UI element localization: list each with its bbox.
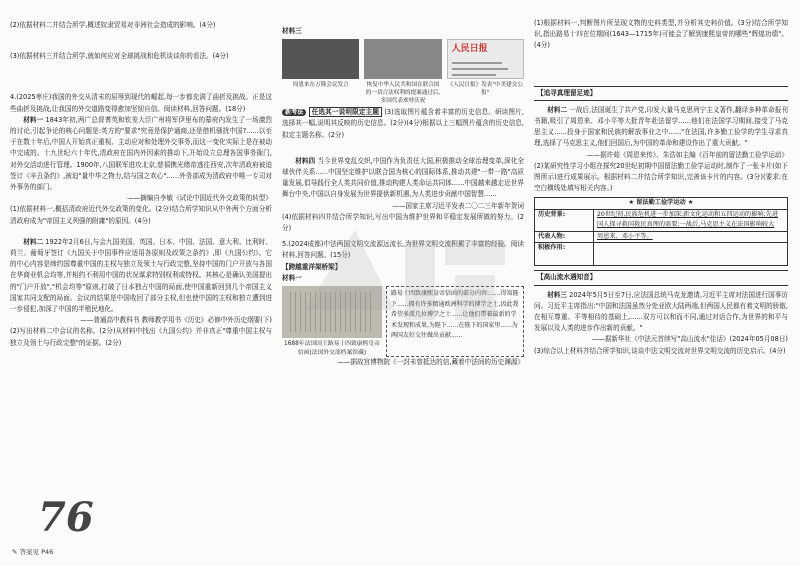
- image-zhou-enlai: [282, 39, 359, 105]
- image-caption: 恢复中华人民共和国在联合国的一切合法权利的提案通过后,多国代表欢呼庆祝: [365, 82, 441, 105]
- question-5-intro: 5.(2024成都)中法两国文明交流源远流长,为世界文明交流积累了丰富的经验。阅读材料,回答问题。(15分): [282, 240, 524, 260]
- question-3-2: (2)依据材料二并结合所学,概述奴隶贸易对非洲社会造成的影响。(4分): [10, 21, 216, 29]
- page-number: 76: [38, 494, 94, 541]
- card-row-effect: 积极作用:: [535, 243, 787, 265]
- material-1-text: 材料一 1843年初,两广总督耆英和钦差大臣广州将军伊里布的幕府内发生了一场激烈的讨论,引起争论的核心问题是:英方的"要求"究竟是保护通商,还是借机骚扰中国?......以至于在数十年后,中国人开始真正重视、主动应对和处理外交事务,而这一变化实际上是在被动中完成的。十九世纪六十年代,清政府在国内外因素的推动下,开始设立总理各国事务衙门,对外交活动进行管理。1900年,八国联军进攻北京,慈禧携光绪帝逃往西安,次年清政府被迫签订《辛丑条约》,被迫"量中华之物力,结与国之欢心"......外务部成为清政府中唯一专司对外事务的部门。: [10, 115, 272, 192]
- letter-excerpt: 路易十四致康熙皇帝信函的部分内容:......得知陛下......拥有许多精通欧洲科学的博学之士,因此我希望多派几位博学之士......让他们带着最新的学术发现和成果,为陛下......在陛下的国家里......为两国友好交往做出贡献......: [386, 286, 524, 357]
- middle-column: [282, 0, 524, 566]
- card-row-people: 代表人物: 周恩来、邓小平等。: [535, 232, 787, 244]
- question-4-3: 新考法 任选其一说明限定主题 (3)选取图片蕴含着丰富的历史信息。研读图片,选择其一幅,说明其反映的历史信息。(2分)(4分)根据以上三幅图片蕴含的历史信息,拟定主题名称。(2分): [282, 108, 524, 139]
- material-2-source-q5: ——据许茹《周恩来传》、朱浩如主编《百年前的留法勤工俭学运动》: [586, 150, 788, 159]
- material-2-head-q5: 材料二: [547, 105, 568, 114]
- material-2-text: 材料二 1922年2月6日,与会九国美国、英国、日本、中国、法国、意大利、比利时、荷兰、葡萄牙签订《九国关于中国事件应适用各原则及政策之条约》,即《九国公约》。它的中心内容是缔约国尊重中国的主权与独立及领土与行政完整,坚持中国的门户开放与各国在华商业机会均等,并相约不利用中国的状况谋求特别权利或特权。其核心是确认美国提出的"门户开放","机会均等"原则,打破了日本独占中国的局面,使中国重新回到几个帝国主义国家共同支配的局面。会议的结果是中国收回了部分主权,但也使中国的主权和独立遭到进一步侵犯,加深了中国的半殖民地化。: [10, 237, 272, 314]
- question-4-2: (2)写出材料二中会议的名称。(2分)从材料中找出《九国公约》并非真正"尊重中国主权与独立及领土与行政完整"的证据。(2分): [10, 327, 272, 347]
- answer-icon: ✎: [12, 548, 18, 556]
- photo-un-image: [364, 39, 441, 79]
- material-1-source: ——摘编自李敏《试论中国近代外交政策的转型》: [126, 194, 272, 203]
- newspaper-image: [447, 39, 524, 79]
- letter-image: [282, 286, 382, 338]
- material-3-text-q5: 材料三 2024年5月5日至7日,应法国总统马克龙邀请,习近平主席对法国进行国事访问。习近平主席指出:"中国和法国虽然分处亚欧大陆两端,但两国人民都有着文明的骄傲,在相互尊重、平等相待的基础上,......双方可以和而不同,通过对话合作,为世界的和平与发展以及人类的进步作出新的贡献。": [534, 290, 788, 333]
- card-answer-field[interactable]: 20世纪初,民族危机进一步加深;新文化运动和五四运动的影响;先进国人探寻救国救民真理的需要;一战后,马克思主义在法国影响较大: [597, 210, 779, 229]
- image-peoples-daily: [447, 39, 524, 105]
- section-title-friendship: 【高山流水遇知音】: [534, 270, 788, 285]
- summary-card: [534, 197, 788, 266]
- section-tag: 【跨越重洋架桥梁】: [282, 262, 342, 271]
- material-2-source: ——普通高中教科书 教师教学用书《历史》必修中外历史纲要(下): [80, 316, 272, 325]
- new-method-tag: 新考法: [282, 109, 306, 116]
- card-answer-field[interactable]: [594, 243, 787, 265]
- image-caption: 《人民日报》发表"中美建交公报": [447, 82, 523, 97]
- material-3-head: 材料三: [282, 27, 302, 35]
- material-4-source: ——国家主席习近平发表二〇二三年新年贺词: [392, 201, 524, 210]
- card-answer-field[interactable]: 周恩来、邓小平等。: [597, 232, 653, 240]
- letter-figure: [282, 286, 382, 357]
- left-column: [10, 0, 272, 566]
- material-4-text: 材料四 当今世界变乱交织,中国作为负责任大国,积极推动全球治理变革,深化全球伙伴关系......中国坚定维护以联合国为核心的国际体系,推动共建"一带一路"高质量发展,倡导践行全人类共同价值,推动构建人类命运共同体......中国越来越走近世界舞台中央,中国以自身发展为世界提供新机遇,为人类进步贡献中国智慧......: [282, 156, 524, 199]
- letter-block: [282, 286, 524, 357]
- newspaper-logo: 人民日报: [451, 44, 488, 55]
- answer-reference: ✎ 答案见 P46: [12, 548, 54, 556]
- star-icon: ★: [628, 199, 635, 207]
- star-icon: ★: [687, 199, 694, 207]
- material-1-head: 材料一: [23, 115, 44, 124]
- image-caption: 周恩来在万隆会议发言: [292, 82, 349, 89]
- card-title: ★ 留法勤工俭学运动 ★: [535, 198, 787, 210]
- question-4-intro: 4.(2025枣庄)我国的外交从清末的屈辱到现代的崛起,每一步都充满了曲折及挑战。正是这些曲折及挑战,让我国的外交道路变得愈加坚韧自信。阅读材料,回答问题。(18分): [10, 93, 272, 113]
- material-4-head: 材料四: [295, 156, 316, 165]
- section-title-truth: 【追寻真理留足迹】: [534, 86, 788, 101]
- right-column: [534, 0, 788, 566]
- theme-tag: 任选其一说明限定主题: [309, 107, 382, 117]
- letter-caption: 1688年法国国王路易十四致康熙皇帝信函(法国外交部档案馆藏): [284, 341, 380, 356]
- material-3-images: [282, 39, 524, 105]
- letter-source: ——据故宫博物院《一封未曾抵达的信,藏着中法间的历史渊源》: [337, 358, 524, 367]
- image-un-seat: [364, 39, 441, 105]
- question-5-3: (3)综合以上材料并结合所学知识,谈谈中法文明交流对世界文明交流的历史启示。(4分): [534, 346, 786, 355]
- question-4-4: (4)依据材料四并结合所学知识,写出中国为维护世界和平稳定发展所做的努力。(2分): [282, 212, 524, 233]
- card-row-background: 历史背景: 20世纪初,民族危机进一步加深;新文化运动和五四运动的影响;先进国人探寻救国救民真理的需要;一战后,马克思主义在法国影响较大: [535, 210, 787, 232]
- material-3-head-q5: 材料三: [547, 290, 568, 299]
- material-3-source-q5: ——据新华社《中法元首续写"高山流水"佳话》(2024年05月08日): [591, 335, 788, 344]
- question-5-2: (2)某研究性学习小组在探究20世纪初期中国留法勤工俭学运动时,制作了一张卡片(如下图所示)进行成果展示。根据材料二并结合所学知识,完善该卡片的内容。(3分)(要求:在空白横线处填写相关内容。): [534, 161, 788, 193]
- question-4-1: (1)依据材料一,概括清政府近代外交政策的变化。(2分)结合所学知识从中外两个方面分析清政府成为"帝国主义列强的附庸"的原因。(4分): [10, 205, 272, 225]
- material-2-text-q5: 材料二 一战后,法国诞生了共产党,印发大量马克思列宁主义著作,翻译多种革命报刊书籍,吸引了周恩来、邓小平等大批青年赴法留学......他们在法国学习期间,接受了马克思主义......投身于国家和民族的解放事业之中......"在法国,许多勤工俭学的学生寻求真理,选择了马克思主义,他们回国后,为中国的革命和建设作出了重大贡献。": [534, 105, 788, 148]
- question-3-3: (3)依据材料三并结合所学,就如何应对全球挑战和危机谈谈你的看法。(4分): [10, 52, 229, 61]
- photo-bandung-image: [282, 39, 359, 79]
- material-1-head-q5: 材料一: [282, 273, 302, 282]
- question-5-1: (1)根据材料一,判断图片所呈现文物的史料类型,并分析其史料价值。(3分)结合所学知识,指出路易十四在位期间(1643—1715年)可能会了解到康熙皇帝的哪些"辉煌功绩"。(4分): [534, 19, 788, 50]
- material-2-head: 材料二: [23, 237, 44, 246]
